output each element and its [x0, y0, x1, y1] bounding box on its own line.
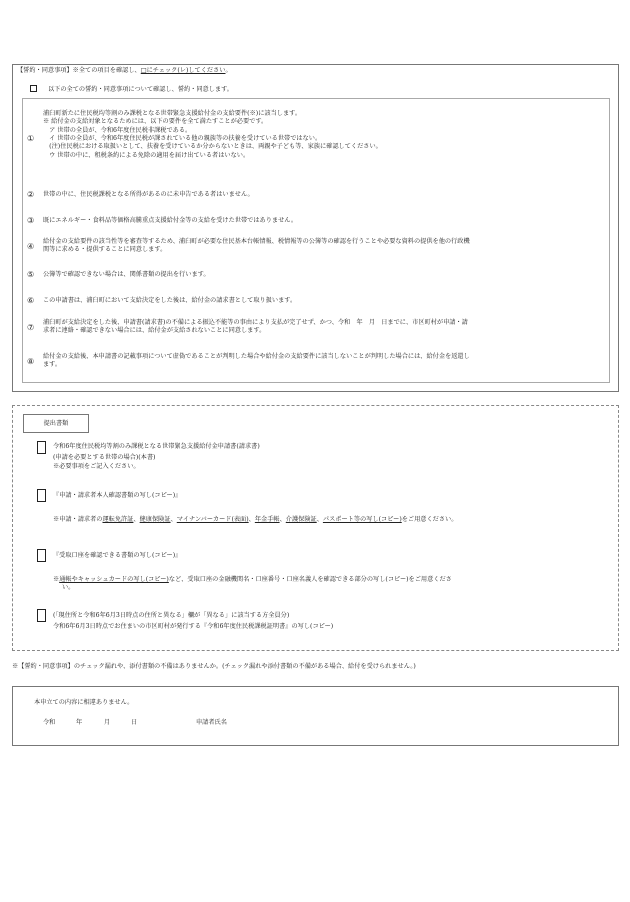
pledge-item-8: 給付金の支給後、本申請書の記載事項について虚偽であることが判明した場合や給付金の支給要件に該当しないことが判明した場合には、給付金を返還し ます。 — [43, 353, 470, 369]
doc1-text: 令和6年度住民税均等割のみ課税となる世帯緊急支援給付金申請書(請求書) (申請を必要とする世帯の場合)(本書) ※必要事項をご記入ください。 — [53, 443, 260, 470]
pledge-item-4: 給付金の支給要件の該当性等を審査等するため、浦臼町が必要な住民基本台帳情報、税情報等の公簿等の確認を行うことや必要な資料の提供を他の行政機 関等に求める・提供することに同意します。 — [43, 238, 470, 254]
agree-all-checkbox[interactable] — [30, 85, 37, 92]
pledge-item-1: 浦臼町新たに住民税均等割のみ課税となる世帯緊急支援給付金の支給要件(※)に該当します。 ※ 給付金の支給対象となるためには、以下の要件を全て満たすことが必要です。 ア 世帯の全員が、令和6年度住民税非課税である。 イ 世帯の全員が、令和6年度住民税が課されている他の親族等の扶養を受けている世帯ではない。 (注)住民税における取扱いとして、扶養を受けているか分からないときは、両親や子ども等、家族に確認してください。 ウ 世帯の中に、租税条約による免除の適用を届け出ている者はいない。 — [43, 110, 382, 159]
pledge-item-6-number: ⑥ — [27, 296, 35, 305]
pledge-item-5: 公簿等で確認できない場合は、関係書類の提出を行います。 — [43, 271, 210, 278]
pledge-item-3-number: ③ — [27, 216, 35, 225]
declaration-box — [12, 686, 619, 746]
day-label: 日 — [131, 719, 138, 726]
pledge-item-7: 浦臼町が支給決定をした後、申請書(請求書)の不備による振込不能等の事由により支払が完了せず、かつ、令和 年 月 日までに、市区町村が申請・請 求者に連絡・確認できない場合には、給付金が支給されないことに同意します。 — [43, 319, 468, 335]
agree-all-label: 以下の全ての誓約・同意事項について確認し、誓約・同意します。 — [47, 86, 233, 93]
doc4-text: (「現住所と令和6年6月3日時点の住所と異なる」欄が「異なる」に該当する方全員分) 令和6年6月3日時点でお住まいの市区町村が発行する『令和6年度住民税課税証明書』の写し(コピー) — [53, 612, 334, 631]
doc3-checkbox[interactable] — [37, 549, 46, 562]
pledge-item-4-number: ④ — [27, 242, 35, 251]
pledge-item-2: 世帯の中に、住民税課税となる所得があるのに未申告である者はいません。 — [43, 191, 254, 198]
doc4-checkbox[interactable] — [37, 609, 46, 622]
declaration-text: 本申立ての内容に相違ありません。 — [34, 699, 134, 706]
year-label: 年 — [76, 719, 83, 726]
era-label: 令和 — [43, 719, 56, 726]
month-label: 月 — [104, 719, 111, 726]
applicant-name-label: 申請者氏名 — [196, 719, 227, 726]
doc2-checkbox[interactable] — [37, 489, 46, 502]
pledge-item-2-number: ② — [27, 190, 35, 199]
doc3-title: 『受取口座を確認できる書類の写し(コピー)』 — [53, 552, 182, 559]
pledge-item-6: この申請書は、浦臼町において支給決定をした後は、給付金の請求書として取り扱います。 — [43, 297, 297, 304]
doc2-title: 『申請・請求者本人確認書類の写し(コピー)』 — [53, 492, 182, 499]
doc3-note: ※通帳やキャッシュカードの写し(コピー)など、受取口座の金融機関名・口座番号・口座名義人を確認できる部分の写し(コピー)をご用意くださ い。 — [53, 576, 452, 592]
pledge-item-7-number: ⑦ — [27, 323, 35, 332]
doc2-note: ※申請・請求者の運転免許証、健康保険証、マイナンバーカード(表面)、年金手帳、介護保険証、パスポート等の写し(コピー)をご用意ください。 — [53, 516, 458, 523]
pledge-item-5-number: ⑤ — [27, 270, 35, 279]
pledge-item-1-number: ① — [27, 134, 35, 143]
doc1-checkbox[interactable] — [37, 441, 46, 454]
documents-title-box — [23, 414, 89, 433]
pledge-item-3: 既にエネルギー・食料品等価格高騰重点支援給付金等の支給を受けた世帯ではありません。 — [43, 217, 298, 224]
agree-all-row — [30, 85, 233, 94]
documents-title: 提出書類 — [43, 420, 69, 427]
footer-note: ※【誓約・同意事項】のチェック漏れや、添付書類の不備はありませんか。(チェック漏れや添付書類の不備がある場合、給付を受けられません。) — [12, 663, 416, 670]
pledge-header: 【誓約・同意事項】※全ての項目を確認し、□にチェック(レ)してください。 — [17, 67, 232, 74]
pledge-item-8-number: ⑧ — [27, 357, 35, 366]
declaration-date-row — [43, 719, 138, 727]
